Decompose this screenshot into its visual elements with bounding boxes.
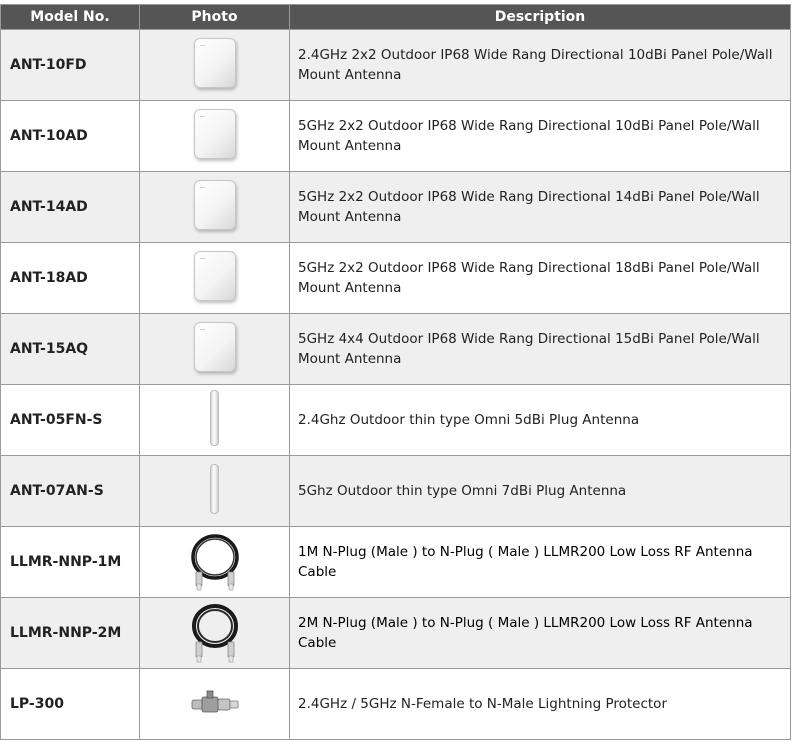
table-row (1, 172, 791, 243)
panel-antenna-icon (194, 322, 236, 372)
product-description: 2.4GHz 2x2 Outdoor IP68 Wide Rang Directional 10dBi Panel Pole/Wall Mount Antenna (290, 30, 791, 101)
model-number: ANT-15AQ (1, 314, 140, 385)
product-description: 5GHz 2x2 Outdoor IP68 Wide Rang Directional 18dBi Panel Pole/Wall Mount Antenna (290, 243, 791, 314)
table-row (1, 527, 791, 598)
table-row (1, 456, 791, 527)
photo-column-header: Photo (140, 5, 290, 30)
coiled-cable-icon (188, 532, 242, 592)
product-description: 5GHz 4x4 Outdoor IP68 Wide Rang Directional 15dBi Panel Pole/Wall Mount Antenna (290, 314, 791, 385)
product-description: 5GHz 2x2 Outdoor IP68 Wide Rang Directional 10dBi Panel Pole/Wall Mount Antenna (290, 101, 791, 172)
model-number: ANT-18AD (1, 243, 140, 314)
model-number: LLMR-NNP-1M (1, 527, 140, 598)
panel-antenna-icon (194, 109, 236, 159)
coiled-cable-icon (188, 602, 242, 664)
table-row (1, 243, 791, 314)
description-column-header: Description (290, 5, 791, 30)
model-number: ANT-10FD (1, 30, 140, 101)
model-number: ANT-05FN-S (1, 385, 140, 456)
product-description: 2.4GHz / 5GHz N-Female to N-Male Lightning Protector (290, 669, 791, 740)
model-number: ANT-10AD (1, 101, 140, 172)
table-row (1, 385, 791, 456)
product-description: 2M N-Plug (Male ) to N-Plug ( Male ) LLMR200 Low Loss RF Antenna Cable (290, 598, 791, 669)
table-row (1, 30, 791, 101)
panel-antenna-icon (194, 251, 236, 301)
model-column-header: Model No. (1, 5, 140, 30)
table-row (1, 598, 791, 669)
product-description: 5GHz 2x2 Outdoor IP68 Wide Rang Directional 14dBi Panel Pole/Wall Mount Antenna (290, 172, 791, 243)
model-number: LP-300 (1, 669, 140, 740)
table-row (1, 101, 791, 172)
omni-rod-antenna-icon (210, 464, 219, 514)
product-table (0, 4, 791, 740)
table-header-row (1, 5, 791, 30)
panel-antenna-icon (194, 38, 236, 88)
table-row (1, 314, 791, 385)
panel-antenna-icon (194, 180, 236, 230)
lightning-protector-icon (190, 689, 240, 719)
product-description: 2.4Ghz Outdoor thin type Omni 5dBi Plug Antenna (290, 385, 791, 456)
model-number: ANT-07AN-S (1, 456, 140, 527)
model-number: ANT-14AD (1, 172, 140, 243)
product-description: 1M N-Plug (Male ) to N-Plug ( Male ) LLMR200 Low Loss RF Antenna Cable (290, 527, 791, 598)
model-number: LLMR-NNP-2M (1, 598, 140, 669)
product-description: 5Ghz Outdoor thin type Omni 7dBi Plug Antenna (290, 456, 791, 527)
omni-rod-antenna-icon (210, 390, 219, 446)
table-row (1, 669, 791, 740)
